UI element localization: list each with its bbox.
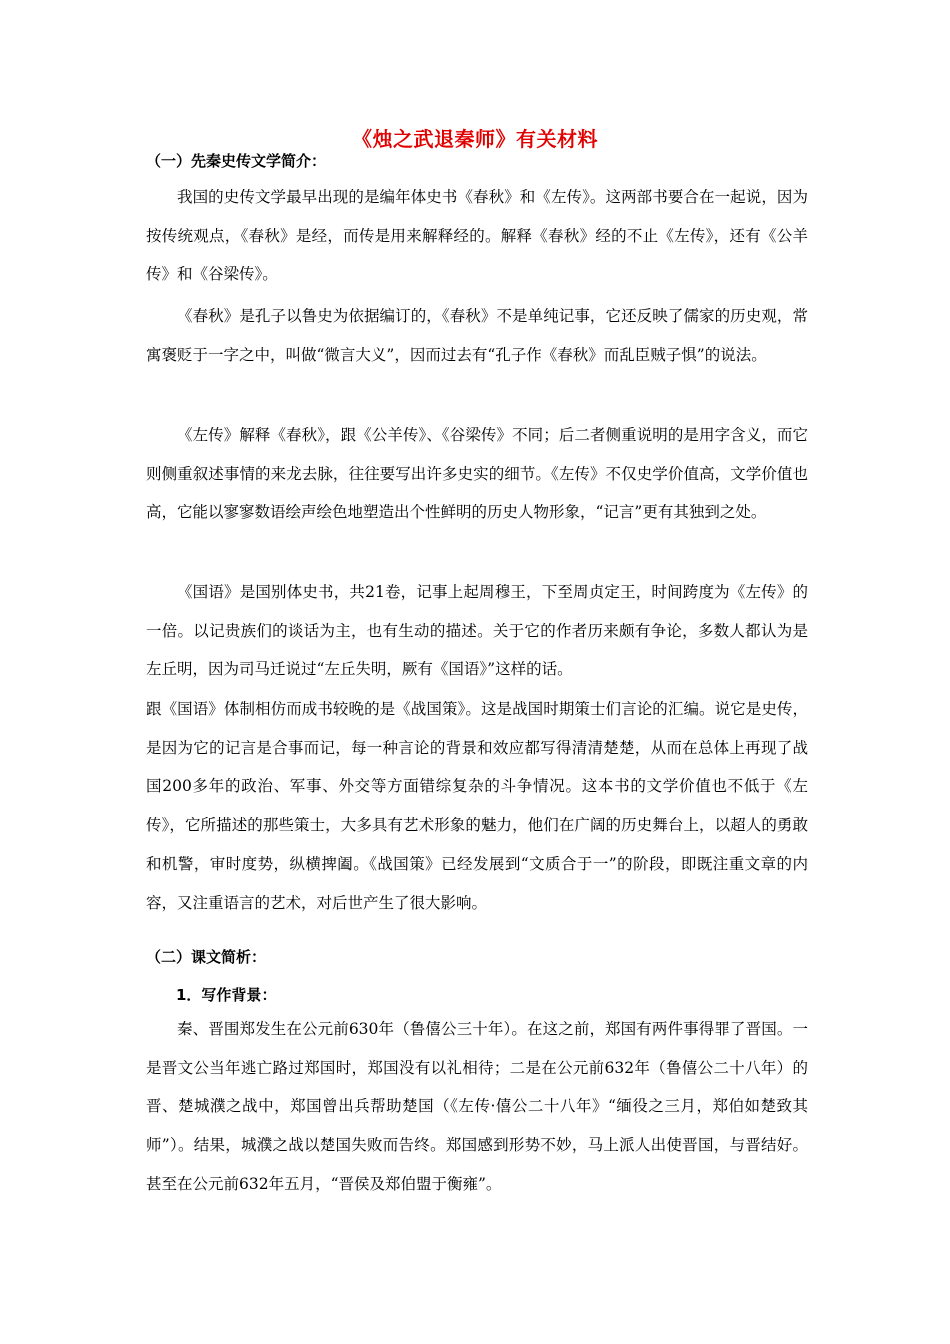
paragraph-guoyu: 《国语》是国别体史书，共21卷，记事上起周穆王，下至周贞定王，时间跨度为《左传》的一倍。以记贵族们的谈话为主，也有生动的描述。关于它的作者历来颇有争论，多数人都认为是左丘明，因为司马迁说过“左丘失明，厥有《国语》”这样的话。 xyxy=(146,583,808,679)
document-title: 《烛之武退秦师》有关材料 xyxy=(352,127,598,151)
section-2-heading: （二）课文简析： xyxy=(146,948,267,966)
paragraph-zhanguoce: 跟《国语》体制相仿而成书较晚的是《战国策》。这是战国时期策士们言论的汇编。说它是史传，是因为它的记言是合事而记，每一种言论的背景和效应都写得清清楚楚，从而在总体上再现了战国200多年的政治、军事、外交等方面错综复杂的斗争情况。这本书的文学价值也不低于《左传》，它所描述的那些策士，大多具有艺术形象的魅力，他们在广阔的历史舞台上，以超人的勇敢和机警，审时度势，纵横捭阖。《战国策》已经发展到“文质合于一”的阶段，即既注重文章的内容，又注重语言的艺术，对后世产生了很大影响。 xyxy=(146,700,808,912)
section-1-heading: （一）先秦史传文学简介： xyxy=(146,152,327,170)
writing-background-heading: 1．写作背景： xyxy=(176,986,277,1004)
paragraph-zuozhuan: 《左传》解释《春秋》，跟《公羊传》、《谷梁传》不同；后二者侧重说明的是用字含义，而它则侧重叙述事情的来龙去脉，往往要写出许多史实的细节。《左传》不仅史学价值高，文学价值也高，它能以寥寥数语绘声绘色地塑造出个性鲜明的历史人物形象，“记言”更有其独到之处。 xyxy=(146,426,808,522)
paragraph-chunqiu: 《春秋》是孔子以鲁史为依据编订的，《春秋》不是单纯记事，它还反映了儒家的历史观，常寓褒贬于一字之中，叫做“微言大义”，因而过去有“孔子作《春秋》而乱臣贼子惧”的说法。 xyxy=(146,307,808,364)
paragraph-writing-background: 秦、晋围郑发生在公元前630年（鲁僖公三十年）。在这之前，郑国有两件事得罪了晋国。一是晋文公当年逃亡路过郑国时，郑国没有以礼相待；二是在公元前632年（鲁僖公二十八年）的晋、楚城濮之战中，郑国曾出兵帮助楚国（《左传·僖公二十八年》“缅役之三月，郑伯如楚致其师”）。结果，城濮之战以楚国失败而告终。郑国感到形势不妙，马上派人出使晋国，与晋结好。甚至在公元前632年五月，“晋侯及郑伯盟于衡雍”。 xyxy=(146,1020,808,1193)
paragraph-shizhuan-intro: 我国的史传文学最早出现的是编年体史书《春秋》和《左传》。这两部书要合在一起说，因为按传统观点，《春秋》是经，而传是用来解释经的。解释《春秋》经的不止《左传》，还有《公羊传》和《谷梁传》。 xyxy=(146,188,808,284)
